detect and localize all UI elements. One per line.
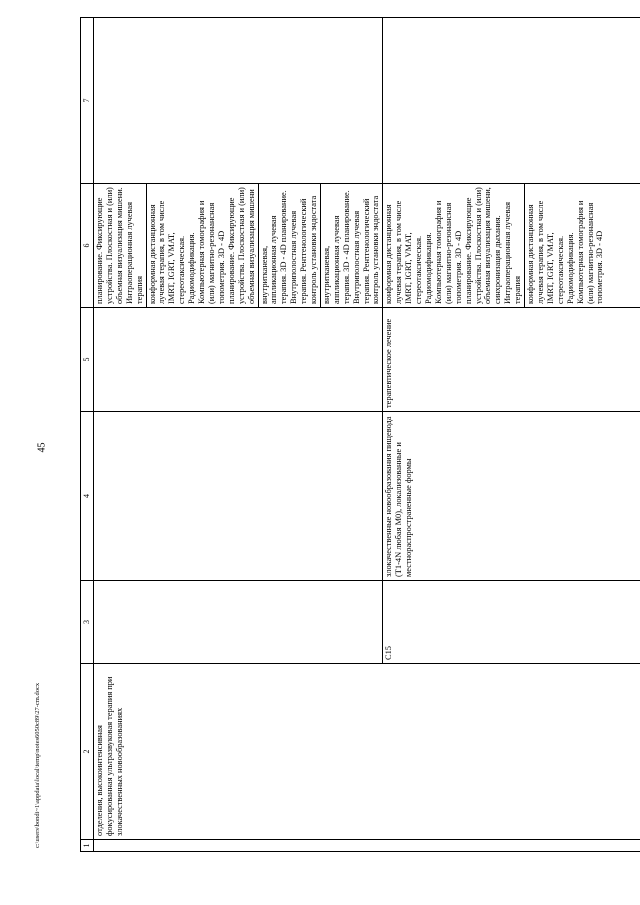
treatment-block: внутритканевая, аппликационная лучевая терапия. 3D - 4D планирование. Внутриполостная лучевая терапия. Рентгенологический контроль установки эндостата — [320, 184, 382, 307]
row2-col5-type: терапевтическое лечение — [383, 308, 640, 412]
treatment-table — [80, 17, 640, 852]
treatment-block: внутритканевая, аппликационная лучевая терапия. 3D - 4D планирование. Внутриполостная лучевая терапия. Рентгенологический контроль установки эндостата — [258, 184, 320, 307]
row1-col6-treatment — [94, 184, 383, 308]
row2-col3-code: C15 — [383, 581, 640, 664]
table-header-row — [81, 18, 94, 852]
rotated-table-stage — [80, 18, 605, 852]
treatment-block: конформная дистанционная лучевая терапия, в том числе IMRT, IGRT, VMAT, стереотаксическая. Радиомодификация. Компьютерная томография и (или) магнитно-резонансная топометрия. 3D - 4D планирование. Фиксирующие устройства. Плоскостная и (или) объемная визуализация мишени, синхронизация дыхания. Интраоперационная лучевая терапия — [384, 187, 523, 304]
header-col-7: 7 — [81, 18, 94, 184]
header-col-2: 2 — [81, 664, 94, 840]
row1-col2-method: отделения, высокоинтенсивная фокусированная ультразвуковая терапия при злокачественных новообразованиях — [94, 664, 640, 840]
header-col-1: 1 — [81, 840, 94, 852]
row1-col4 — [94, 412, 383, 581]
document-file-path: c:\users\bondi~1\appdata\local\temp\notes6050c89\27-cm.docx — [34, 682, 41, 848]
row2-col6-treatment — [383, 184, 640, 308]
row1-col1 — [94, 840, 640, 852]
header-col-6: 6 — [81, 184, 94, 308]
header-col-4: 4 — [81, 412, 94, 581]
row1-col5 — [94, 308, 383, 412]
row2-col4-diagnosis: злокачественные новообразования пищевода (T1-4N любая M0), локализованные и местнораспространенные формы — [383, 412, 640, 581]
row1-col7 — [94, 18, 383, 184]
table-row — [94, 18, 383, 852]
header-col-3: 3 — [81, 581, 94, 664]
treatment-block: конформная дистанционная лучевая терапия, в том числе IMRT, IGRT, VMAT, стереотаксическая. Радиомодификация. Компьютерная томография и (или) магнитно-резонансная топометрия. 3D - 4D — [524, 184, 606, 307]
treatment-block: планирование. Фиксирующие устройства. Плоскостная и (или) объемная визуализация мишени. Интраоперационная лучевая терапия — [95, 187, 144, 304]
row2-col7 — [383, 18, 640, 184]
header-col-5: 5 — [81, 308, 94, 412]
page-number: 45 — [36, 442, 48, 453]
row1-col3 — [94, 581, 383, 664]
treatment-block: конформная дистанционная лучевая терапия, в том числе IMRT, IGRT, VMAT, стереотаксическая. Радиомодификация. Компьютерная томография и (или) магнитно-резонансная топометрия. 3D - 4D планирование. Фиксирующие устройства. Плоскостная и (или) объемная визуализация мишени — [146, 184, 258, 307]
